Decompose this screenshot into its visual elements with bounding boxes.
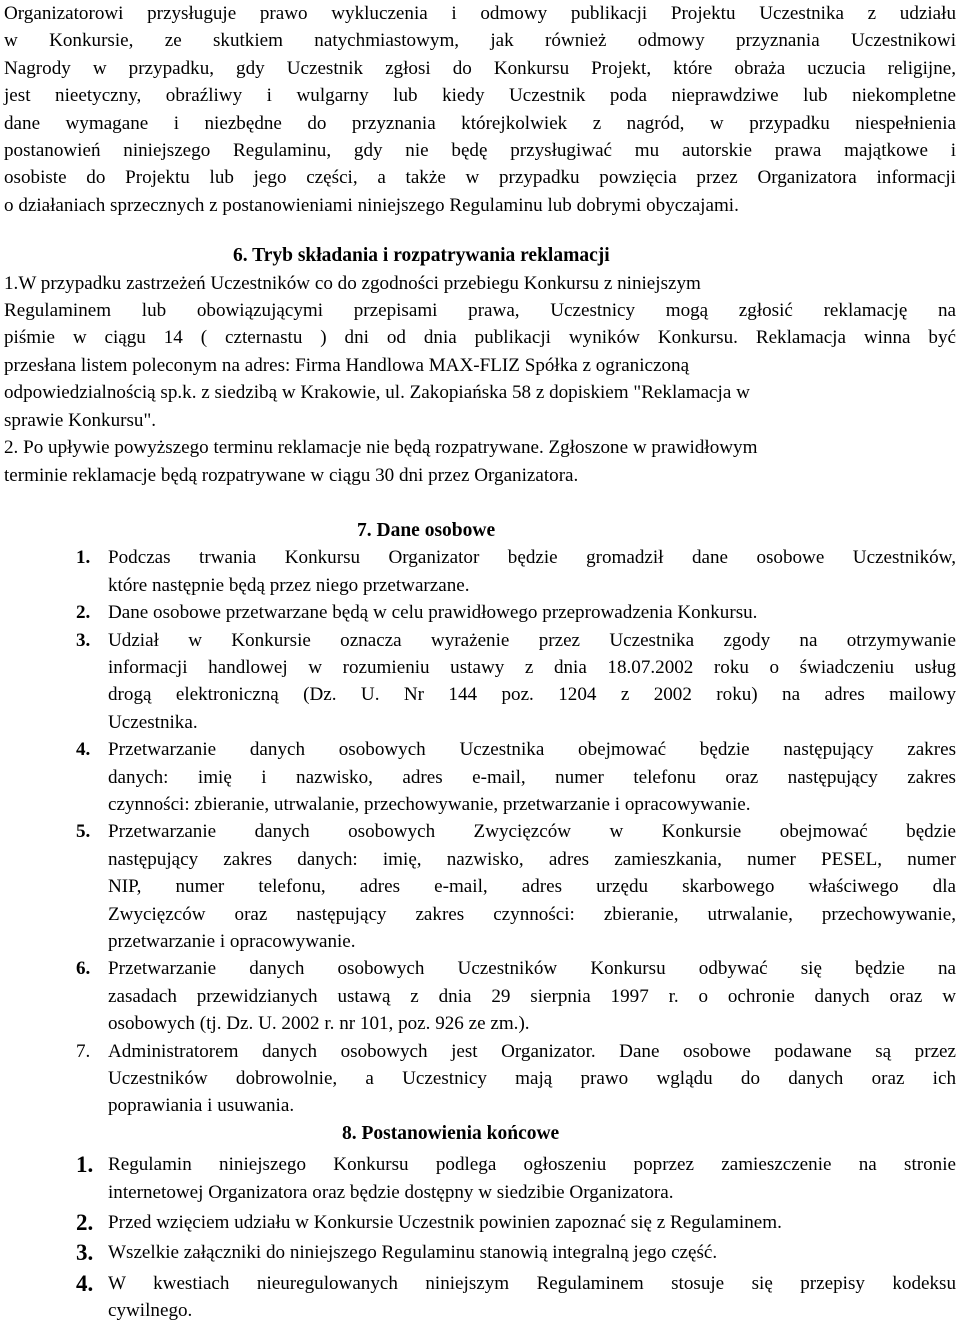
list-number: 5. — [76, 821, 91, 843]
text-line: 2. Po upływie powyższego terminu reklamacje nie będą rozpatrywane. Zgłoszone w prawidłowym — [4, 437, 758, 459]
text-line: internetowej Organizatora oraz będzie dostępny w siedzibie Organizatora. — [108, 1181, 674, 1203]
list-item-body — [108, 818, 956, 955]
list-item — [4, 1209, 956, 1236]
text-line: które następnie będą przez niego przetwarzane. — [108, 574, 470, 596]
list-item — [4, 1239, 956, 1266]
text-line: Organizatorowi przysługuje prawo wykluczenia i odmowy publikacji Projektu Uczestnika z udziału — [4, 3, 956, 24]
section-6-heading: 6. Tryb składania i rozpatrywania reklamacji — [233, 245, 610, 267]
list-number: 2. — [76, 1210, 94, 1236]
text-line: jest nieetyczny, obraźliwy i wulgarny lub kiedy Uczestnik poda nieprawdziwe lub niekompletne — [4, 85, 956, 107]
text-line: Przetwarzanie danych osobowych Uczestnika obejmować będzie następujący zakres — [108, 739, 956, 761]
text-line: odpowiedzialnością sp.k. z siedzibą w Krakowie, ul. Zakopiańska 58 z dopiskiem "Reklamacja w — [4, 382, 750, 404]
list-item-body — [108, 1270, 956, 1325]
text-line: czynności: zbieranie, utrwalanie, przechowywanie, przetwarzanie i opracowywanie. — [108, 793, 751, 815]
text-line: o działaniach sprzecznych z postanowieniami niniejszego Regulaminu lub dobrymi obyczajami. — [4, 194, 739, 216]
list-item — [4, 599, 956, 626]
list-number: 7. — [76, 1040, 91, 1062]
text-line: danych: imię i nazwisko, adres e-mail, numer telefonu oraz następujący zakres — [108, 766, 956, 788]
text-line: Administratorem danych osobowych jest Organizator. Dane osobowe podawane są przez — [108, 1040, 956, 1062]
section-6-paragraph-2 — [4, 434, 956, 489]
list-item — [4, 1151, 956, 1206]
text-line: przetwarzanie i opracowywanie. — [108, 931, 356, 952]
text-line: Zwycięzców oraz następujący zakres czynności: zbieranie, utrwalanie, przechowywanie, — [108, 903, 956, 925]
text-line: osobowych (tj. Dz. U. 2002 r. nr 101, poz. 926 ze zm.). — [108, 1013, 530, 1035]
text-line: Przetwarzanie danych osobowych Uczestników Konkursu odbywać się będzie na — [108, 958, 956, 980]
list-item — [4, 544, 956, 599]
text-line: Przetwarzanie danych osobowych Zwycięzców w Konkursie obejmować będzie — [108, 821, 956, 843]
text-line: terminie reklamacje będą rozpatrywane w ciągu 30 dni przez Organizatora. — [4, 464, 579, 486]
list-item-body — [108, 955, 956, 1037]
section-7-list — [4, 544, 956, 1120]
list-item-body — [108, 1038, 956, 1120]
text-line: W kwestiach nieuregulowanych niniejszym Regulaminem stosuje się przepisy kodeksu — [108, 1272, 956, 1294]
list-number: 2. — [76, 602, 91, 624]
list-item-body — [108, 1209, 956, 1236]
list-item — [4, 955, 956, 1037]
text-line: Nagrody w przypadku, gdy Uczestnik zgłosi do Konkursu Projekt, które obraża uczucia religijne, — [4, 57, 956, 79]
list-item-body — [108, 627, 956, 737]
text-line: postanowień niniejszego Regulaminu, gdy nie będę przysługiwać mu autorskie prawa majątkowe i — [4, 140, 956, 162]
text-line: zasadach przewidzianych ustawą z dnia 29 sierpnia 1997 r. o ochronie danych oraz w — [108, 985, 956, 1007]
list-number: 4. — [76, 1270, 94, 1296]
list-item — [4, 1270, 956, 1325]
list-number: 3. — [76, 629, 91, 651]
text-line: cywilnego. — [108, 1300, 193, 1322]
text-line: NIP, numer telefonu, adres e-mail, adres urzędu skarbowego właściwego dla — [108, 876, 956, 898]
list-item-body — [108, 736, 956, 818]
list-item-body — [108, 1151, 956, 1206]
text-line: piśmie w ciągu 14 ( czternastu ) dni od dnia publikacji wyników Konkursu. Reklamacja winna być — [4, 327, 956, 349]
intro-paragraph — [4, 0, 956, 219]
list-number: 4. — [76, 739, 91, 761]
text-line: następujący zakres danych: imię, nazwisko, adres zamieszkania, numer PESEL, numer — [108, 848, 956, 870]
list-item — [4, 736, 956, 818]
list-item-body — [108, 599, 956, 626]
text-line: Wszelkie załączniki do niniejszego Regulaminu stanowią integralną jego część. — [108, 1242, 718, 1264]
text-line: Uczestników dobrowolnie, a Uczestnicy mają prawo wglądu do danych oraz ich — [108, 1068, 956, 1090]
text-line: w Konkursie, ze skutkiem natychmiastowym, jak również odmowy przyznania Uczestnikowi — [4, 30, 956, 52]
list-number: 3. — [76, 1240, 94, 1266]
text-line: Regulamin niniejszego Konkursu podlega ogłoszeniu poprzez zamieszczenie na stronie — [108, 1154, 956, 1176]
document-page — [4, 0, 956, 1325]
text-line: poprawiania i usuwania. — [108, 1095, 295, 1117]
list-item-body — [108, 544, 956, 599]
text-line: Uczestnika. — [108, 711, 198, 733]
list-item — [4, 1038, 956, 1120]
text-line: informacji handlowej w rozumieniu ustawy z dnia 18.07.2002 roku o świadczeniu usług — [108, 656, 956, 678]
text-line: drogą elektroniczną (Dz. U. Nr 144 poz. 1204 z 2002 roku) na adres mailowy — [108, 684, 956, 706]
text-line: Przed wzięciem udziału w Konkursie Uczestnik powinien zapoznać się z Regulaminem. — [108, 1212, 782, 1234]
text-line: przesłana listem poleconym na adres: Firma Handlowa MAX-FLIZ Spółka z ograniczoną — [4, 354, 690, 376]
text-line: dane wymagane i niezbędne do przyznania którejkolwiek z nagród, w przypadku niespełnienia — [4, 112, 956, 134]
text-line: 1.W przypadku zastrzeżeń Uczestników co do zgodności przebiegu Konkursu z niniejszym — [4, 272, 701, 294]
text-line: osobiste do Projektu lub jego części, a także w przypadku powzięcia przez Organizatora informacji — [4, 167, 956, 189]
section-7-heading: 7. Dane osobowe — [357, 519, 496, 541]
text-line: Udział w Konkursie oznacza wyrażenie przez Uczestnika zgody na otrzymywanie — [108, 629, 956, 651]
section-6-paragraph-1 — [4, 270, 956, 434]
list-number: 1. — [76, 547, 91, 569]
text-line: Regulaminem lub obowiązującymi przepisami prawa, Uczestnicy mogą zgłosić reklamację na — [4, 300, 956, 322]
section-8-heading: 8. Postanowienia końcowe — [342, 1122, 560, 1144]
list-item — [4, 627, 956, 737]
section-8-list — [4, 1151, 956, 1324]
text-line: Dane osobowe przetwarzane będą w celu prawidłowego przeprowadzenia Konkursu. — [108, 602, 758, 624]
text-line: sprawie Konkursu". — [4, 409, 157, 431]
list-item — [4, 818, 956, 955]
list-number: 6. — [76, 958, 91, 980]
list-number: 1. — [76, 1152, 94, 1178]
list-item-body — [108, 1239, 956, 1266]
text-line: Podczas trwania Konkursu Organizator będzie gromadził dane osobowe Uczestników, — [108, 547, 956, 569]
